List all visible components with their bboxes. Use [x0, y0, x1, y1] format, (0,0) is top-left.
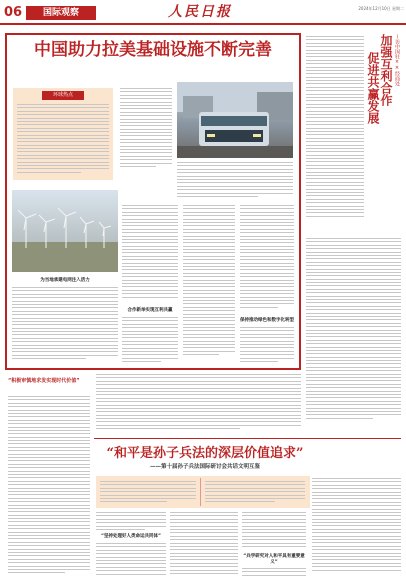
feature-subhead-3: 保持推动绿色和数字化转型 — [240, 318, 294, 323]
bottom-body-col2 — [170, 512, 238, 578]
newspaper-logo: 人民日报 — [168, 4, 232, 20]
bottom-article-rule — [94, 438, 401, 439]
feature-body-col3 — [183, 205, 235, 365]
feature-subhead-1: 为当地承建电网注入活力 — [40, 278, 90, 283]
sidebar-title-line2: 促进共赢发展 — [366, 52, 380, 124]
feature-byline — [120, 70, 180, 78]
bottom-article-headline: “和平是孙子兵法的深层价值追求” — [106, 446, 304, 461]
bottom-article-subtitle: ——第十届孙子兵法国际研讨会共话文明互鉴 — [149, 464, 260, 470]
bottom-body-col1-top — [96, 512, 166, 532]
masthead-rule — [0, 23, 406, 25]
feature-body-col2c — [122, 317, 178, 365]
feature-body-col1 — [12, 287, 118, 365]
feature-headline: 中国助力拉美基础设施不断完善 — [34, 40, 272, 60]
date-line: 2024年12月10日 星期二 — [358, 6, 404, 11]
sidebar-body-top — [306, 36, 364, 232]
bottom-body-col1 — [96, 543, 166, 578]
editor-note-tag: 环球热点 — [42, 91, 84, 100]
feature-body-col2 — [120, 88, 172, 168]
bottom-body-col4 — [312, 478, 401, 578]
pullquote-left — [100, 481, 196, 505]
pullquote-right — [205, 481, 305, 505]
page-number: 06 — [4, 5, 23, 20]
bottom-subhead-1: “坚持处理好人类命运共同体” — [101, 534, 161, 539]
feature-subhead-2: 合作新举实现互利共赢 — [127, 308, 173, 313]
editor-note-text — [17, 104, 109, 176]
left-column-headline: “积极审慎地求发实现时代价值” — [8, 378, 80, 384]
section-badge: 国际观察 — [26, 6, 96, 20]
feature-body-col4 — [240, 205, 294, 315]
feature-body-col4b — [240, 327, 294, 365]
feature-body-right-top — [177, 162, 293, 200]
sidebar-body-bottom — [306, 238, 401, 434]
bottom-body-col3b — [242, 568, 306, 578]
sidebar-title-line1: 加强互利合作 — [379, 34, 393, 106]
bus-photo — [177, 82, 293, 158]
lower-feature-body — [96, 374, 301, 434]
wind-turbine-photo — [12, 190, 118, 272]
bottom-body-col3 — [242, 512, 306, 552]
bottom-subhead-2: “兵学研究对人和平具有重要意义” — [243, 554, 305, 565]
left-column-body — [8, 396, 90, 578]
sidebar-kicker: —访中国驻××经商处 — [394, 34, 400, 86]
feature-body-col2b — [122, 205, 178, 305]
pullquote-divider — [200, 478, 201, 506]
